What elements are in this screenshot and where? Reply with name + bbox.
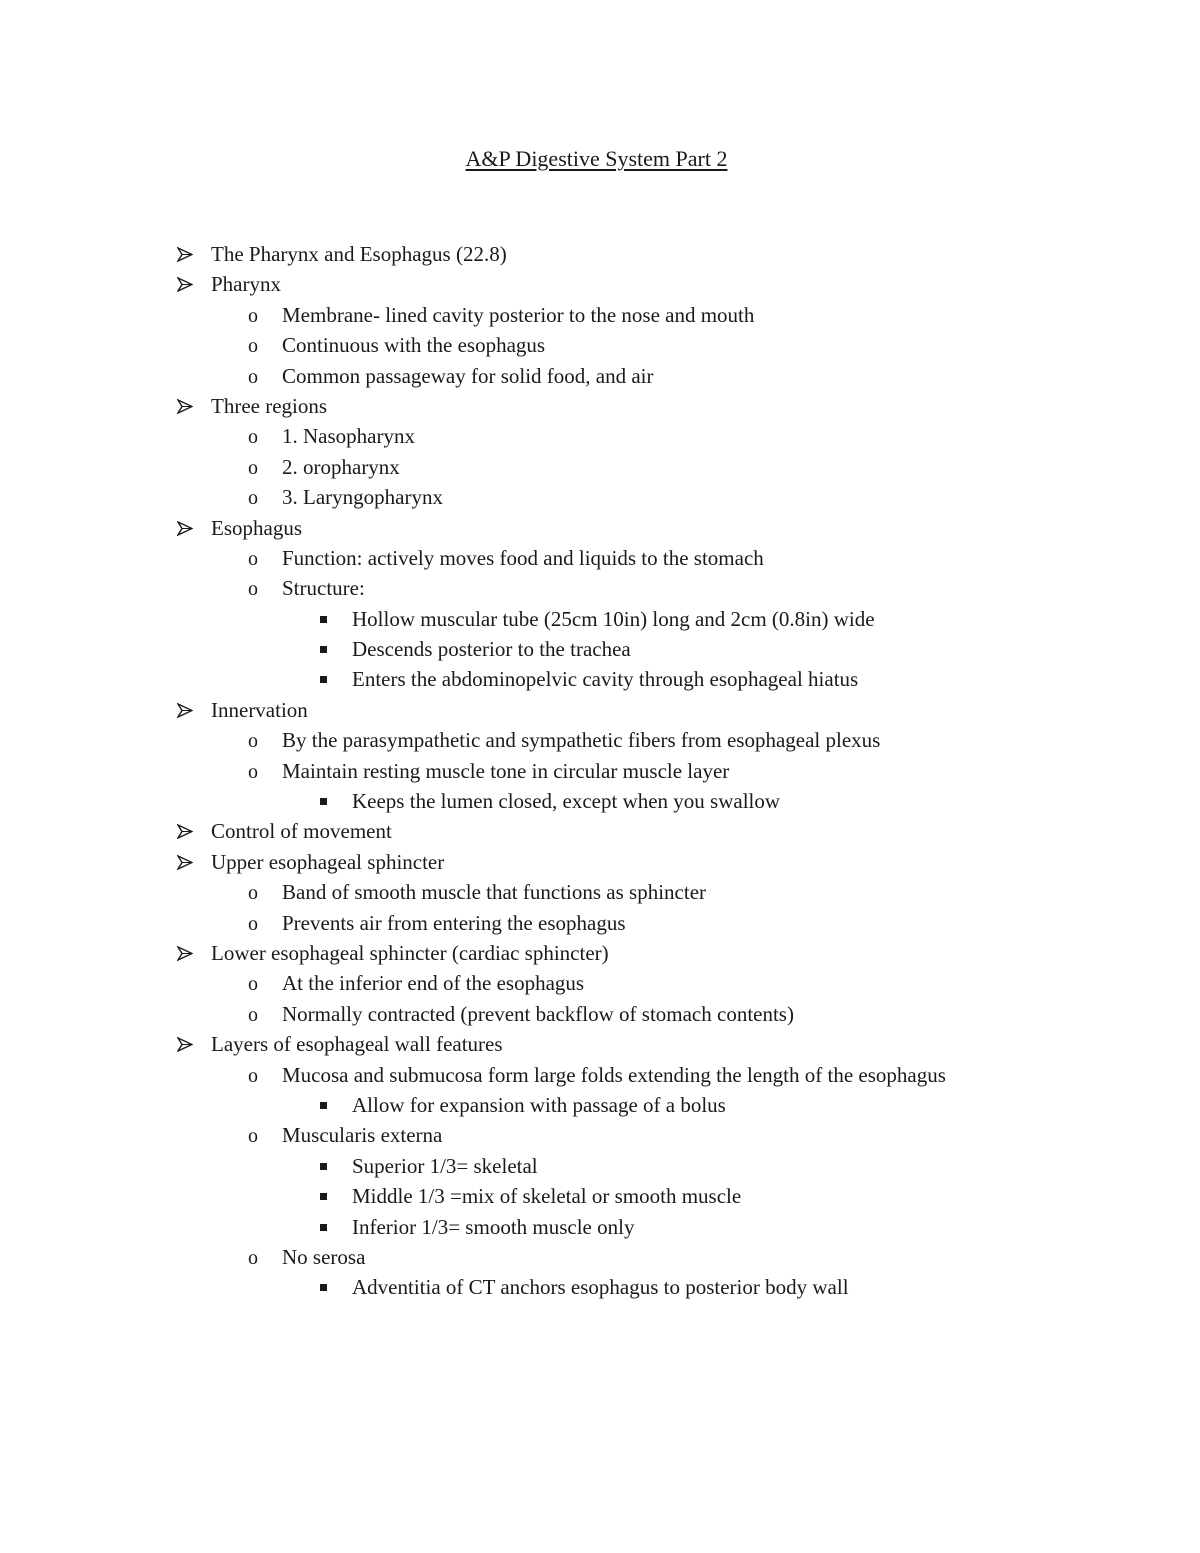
outline-item-text: Structure: xyxy=(282,576,365,601)
circle-bullet-icon xyxy=(248,999,272,1030)
circle-bullet-icon xyxy=(248,968,272,999)
circle-bullet-glyph: o xyxy=(248,760,258,783)
outline-item-level-2 xyxy=(0,1151,1200,1181)
outline-item-level-2 xyxy=(0,1090,1200,1120)
circle-bullet-glyph: o xyxy=(248,304,258,327)
circle-bullet-icon xyxy=(248,361,272,392)
outline-item-level-1 xyxy=(0,968,1200,998)
outline-item-level-0 xyxy=(0,239,1200,269)
circle-bullet-icon xyxy=(248,877,272,908)
square-bullet-icon xyxy=(318,1212,342,1242)
circle-bullet-icon xyxy=(248,330,272,361)
outline-item-level-1 xyxy=(0,421,1200,451)
circle-bullet-icon xyxy=(248,482,272,513)
square-bullet-icon xyxy=(318,1272,342,1302)
square-bullet-icon xyxy=(318,664,342,694)
outline-item-text: Membrane- lined cavity posterior to the nose and mouth xyxy=(282,302,755,327)
outline-item-level-1 xyxy=(0,1060,1200,1090)
outline-item-text: No serosa xyxy=(282,1244,366,1269)
circle-bullet-icon xyxy=(248,1060,272,1091)
outline-item-text: Upper esophageal sphincter xyxy=(211,849,445,874)
outline-item-text: Common passageway for solid food, and air xyxy=(282,363,654,388)
outline-item-level-2 xyxy=(0,1181,1200,1211)
square-bullet-icon xyxy=(318,604,342,634)
outline-item-level-0 xyxy=(0,816,1200,846)
outline-item-text: 2. oropharynx xyxy=(282,454,400,479)
outline-item-text: Continuous with the esophagus xyxy=(282,333,546,358)
outline-item-level-1 xyxy=(0,361,1200,391)
circle-bullet-icon xyxy=(248,908,272,939)
circle-bullet-glyph: o xyxy=(248,335,258,358)
circle-bullet-icon xyxy=(248,756,272,787)
circle-bullet-glyph: o xyxy=(248,487,258,510)
outline-item-level-2 xyxy=(0,604,1200,634)
outline-item-level-0 xyxy=(0,695,1200,725)
circle-bullet-glyph: o xyxy=(248,365,258,388)
outline-item-level-1 xyxy=(0,1120,1200,1150)
circle-bullet-glyph: o xyxy=(248,730,258,753)
outline-item-text: Middle 1/3 =mix of skeletal or smooth muscle xyxy=(352,1184,742,1209)
outline-item-text: By the parasympathetic and sympathetic fibers from esophageal plexus xyxy=(282,728,881,753)
circle-bullet-glyph: o xyxy=(248,578,258,601)
outline-item-level-0 xyxy=(0,391,1200,421)
outline-item-text: Maintain resting muscle tone in circular muscle layer xyxy=(282,758,730,783)
outline-item-text: Hollow muscular tube (25cm 10in) long and 2cm (0.8in) wide xyxy=(352,606,875,631)
outline-item-text: Adventitia of CT anchors esophagus to posterior body wall xyxy=(352,1275,849,1300)
outline-item-text: At the inferior end of the esophagus xyxy=(282,971,585,996)
outline-item-text: Esophagus xyxy=(211,515,302,540)
outline-item-level-2 xyxy=(0,1272,1200,1302)
outline-item-level-1 xyxy=(0,452,1200,482)
circle-bullet-icon xyxy=(248,452,272,483)
outline-item-text: Pharynx xyxy=(211,272,281,297)
square-bullet-icon xyxy=(318,1090,342,1120)
outline-item-text: Allow for expansion with passage of a bolus xyxy=(352,1092,726,1117)
square-bullet-icon xyxy=(318,1151,342,1181)
outline-item-level-1 xyxy=(0,908,1200,938)
circle-bullet-icon xyxy=(248,300,272,331)
outline-item-level-0 xyxy=(0,269,1200,299)
circle-bullet-glyph: o xyxy=(248,912,258,935)
square-bullet-icon xyxy=(318,786,342,816)
circle-bullet-glyph: o xyxy=(248,973,258,996)
outline-item-level-1 xyxy=(0,756,1200,786)
circle-bullet-icon xyxy=(248,421,272,452)
outline-item-text: The Pharynx and Esophagus (22.8) xyxy=(211,242,507,266)
circle-bullet-glyph: o xyxy=(248,882,258,905)
outline-item-level-0 xyxy=(0,847,1200,877)
outline-item-text: 3. Laryngopharynx xyxy=(282,485,443,510)
outline-item-text: Mucosa and submucosa form large folds extending the length of the esophagus xyxy=(282,1062,946,1087)
circle-bullet-glyph: o xyxy=(248,1246,258,1269)
square-bullet-icon xyxy=(318,634,342,664)
outline-item-text: Descends posterior to the trachea xyxy=(352,637,631,662)
outline-item-level-1 xyxy=(0,482,1200,512)
outline-item-level-0 xyxy=(0,1029,1200,1059)
document-title: A&P Digestive System Part 2 xyxy=(465,146,728,171)
circle-bullet-glyph: o xyxy=(248,1064,258,1087)
outline-item-level-2 xyxy=(0,1212,1200,1242)
outline-item-text: Function: actively moves food and liquids to the stomach xyxy=(282,545,764,570)
circle-bullet-glyph: o xyxy=(248,547,258,570)
outline-item-level-1 xyxy=(0,877,1200,907)
outline-item-level-1 xyxy=(0,1242,1200,1272)
outline-item-text: Three regions xyxy=(211,393,328,418)
outline-item-level-0 xyxy=(0,938,1200,968)
outline-item-text: 1. Nasopharynx xyxy=(282,424,415,449)
outline-item-level-1 xyxy=(0,999,1200,1029)
circle-bullet-glyph: o xyxy=(248,456,258,479)
outline-item-text: Innervation xyxy=(211,697,308,722)
outline-item-text: Enters the abdominopelvic cavity through esophageal hiatus xyxy=(352,667,859,692)
outline-item-level-0 xyxy=(0,513,1200,543)
outline-item-text: Normally contracted (prevent backflow of stomach contents) xyxy=(282,1001,794,1026)
outline-item-level-1 xyxy=(0,300,1200,330)
outline-list xyxy=(0,239,1200,1303)
outline-item-text: Lower esophageal sphincter (cardiac sphincter) xyxy=(211,940,609,965)
square-bullet-icon xyxy=(318,1181,342,1211)
circle-bullet-glyph: o xyxy=(248,426,258,449)
outline-item-text: Keeps the lumen closed, except when you swallow xyxy=(352,789,781,814)
outline-item-level-1 xyxy=(0,543,1200,573)
outline-item-text: Prevents air from entering the esophagus xyxy=(282,910,626,935)
outline-item-text: Superior 1/3= skeletal xyxy=(352,1153,538,1178)
outline-item-level-1 xyxy=(0,725,1200,755)
outline-item-text: Muscularis externa xyxy=(282,1123,443,1148)
outline-item-level-2 xyxy=(0,634,1200,664)
circle-bullet-glyph: o xyxy=(248,1003,258,1026)
outline-item-level-1 xyxy=(0,573,1200,603)
outline-item-text: Control of movement xyxy=(211,819,392,844)
outline-item-text: Layers of esophageal wall features xyxy=(211,1032,503,1057)
circle-bullet-icon xyxy=(248,1120,272,1151)
outline-item-level-2 xyxy=(0,664,1200,694)
circle-bullet-icon xyxy=(248,573,272,604)
outline-item-text: Band of smooth muscle that functions as sphincter xyxy=(282,880,707,905)
circle-bullet-icon xyxy=(248,1242,272,1273)
circle-bullet-glyph: o xyxy=(248,1125,258,1148)
outline-item-text: Inferior 1/3= smooth muscle only xyxy=(352,1214,635,1239)
outline-item-level-2 xyxy=(0,786,1200,816)
outline-item-level-1 xyxy=(0,330,1200,360)
circle-bullet-icon xyxy=(248,725,272,756)
circle-bullet-icon xyxy=(248,543,272,574)
